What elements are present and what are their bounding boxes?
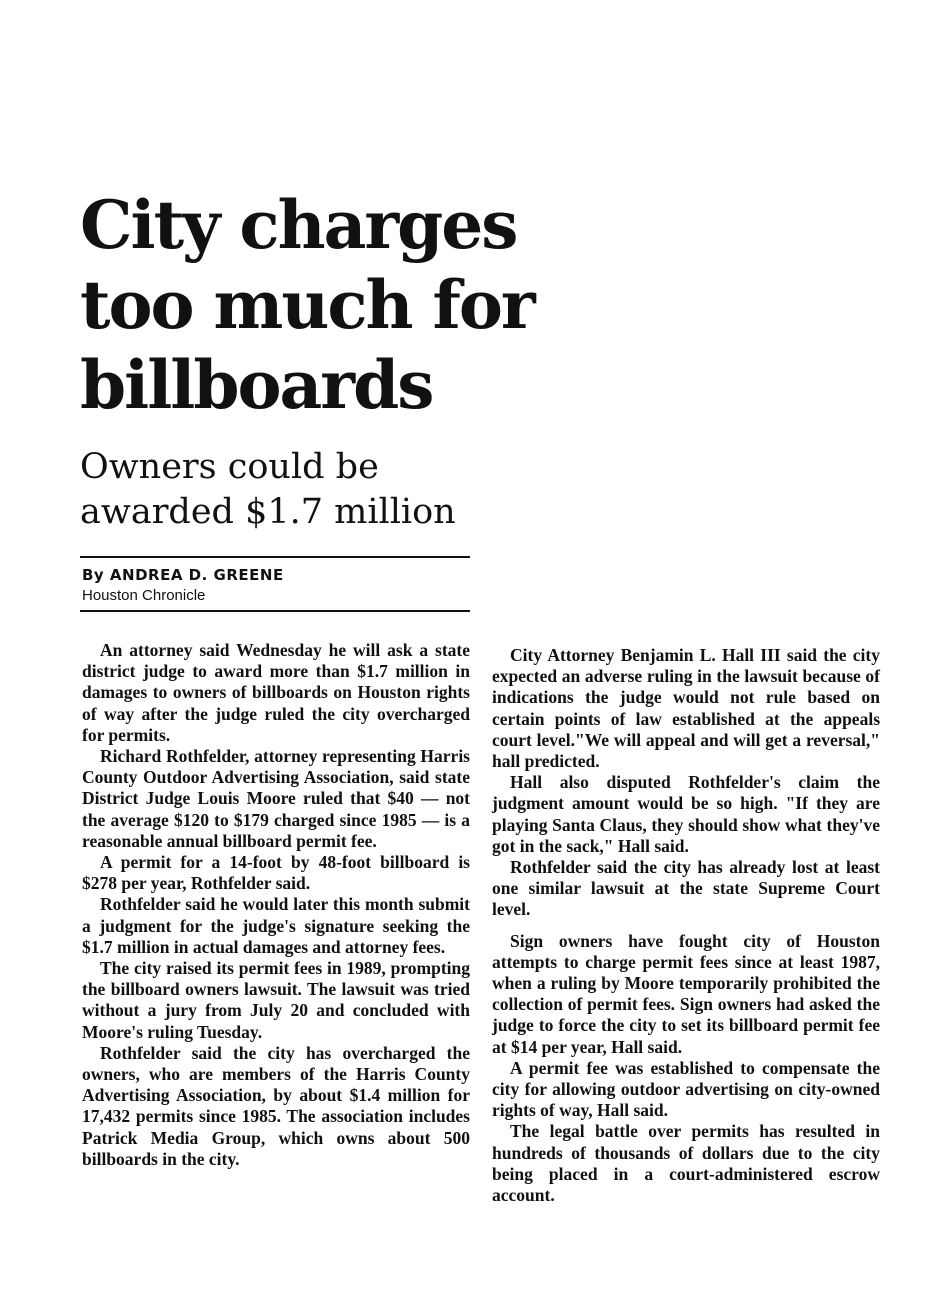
article-column-left: [82, 640, 470, 1170]
headline-line: City charges: [80, 186, 517, 264]
byline-top-rule: [80, 556, 470, 558]
paragraph: Hall also disputed Rothfelder's claim the judgment amount would be so high. "If they are playing Santa Claus, they should show what they've got in the sack," Hall said.: [492, 772, 880, 856]
paragraph: A permit for a 14-foot by 48-foot billboard is $278 per year, Rothfelder said.: [82, 852, 470, 894]
headline: [80, 185, 534, 425]
headline-line: too much for: [80, 266, 534, 344]
subhead-line: awarded $1.7 million: [80, 492, 456, 532]
paragraph: Rothfelder said the city has already lost at least one similar lawsuit at the state Supreme Court level.: [492, 857, 880, 920]
paragraph: Rothfelder said he would later this month submit a judgment for the judge's signature seeking the $1.7 million in actual damages and attorney fees.: [82, 894, 470, 957]
publication-source: Houston Chronicle: [82, 587, 206, 604]
subhead: [80, 445, 500, 535]
paragraph: Richard Rothfelder, attorney representing Harris County Outdoor Advertising Association, said state District Judge Louis Moore ruled that $40 — not the average $120 to $179 charged since 1985 — is a reasonable annual billboard permit fee.: [82, 746, 470, 851]
subhead-line: Owners could be: [80, 447, 379, 487]
byline: By ANDREA D. GREENE: [82, 566, 284, 584]
paragraph: An attorney said Wednesday he will ask a state district judge to award more than $1.7 million in damages to owners of billboards on Houston rights of way after the judge ruled the city overcharged for permits.: [82, 640, 470, 745]
headline-line: billboards: [80, 346, 433, 424]
paragraph: Rothfelder said the city has overcharged the owners, who are members of the Harris County Advertising Association, by about $1.4 million for 17,432 permits since 1985. The association includes Patrick Media Group, which owns about 500 billboards in the city.: [82, 1042, 470, 1169]
paragraph: The city raised its permit fees in 1989, prompting the billboard owners lawsuit. The lawsuit was tried without a jury from July 20 and concluded with Moore's ruling Tuesday.: [82, 958, 470, 1042]
paragraph: A permit fee was established to compensate the city for allowing outdoor advertising on city-owned rights of way, Hall said.: [492, 1057, 880, 1121]
paragraph: The legal battle over permits has resulted in hundreds of thousands of dollars due to the city being placed in a court-administered escrow account.: [492, 1121, 880, 1206]
paragraph: Sign owners have fought city of Houston attempts to charge permit fees since at least 1987, when a ruling by Moore temporarily prohibited the collection of permit fees. Sign owners had asked the judge to force the city to set its billboard permit fee at $14 per year, Hall said.: [492, 930, 880, 1057]
article-column-right: [492, 645, 880, 1206]
byline-bottom-rule: [80, 610, 470, 612]
paragraph: City Attorney Benjamin L. Hall III said the city expected an adverse ruling in the lawsuit because of indications the judge would not rule based on certain points of law established at the appeals court level."We will appeal and will get a reversal," hall predicted.: [492, 645, 880, 772]
